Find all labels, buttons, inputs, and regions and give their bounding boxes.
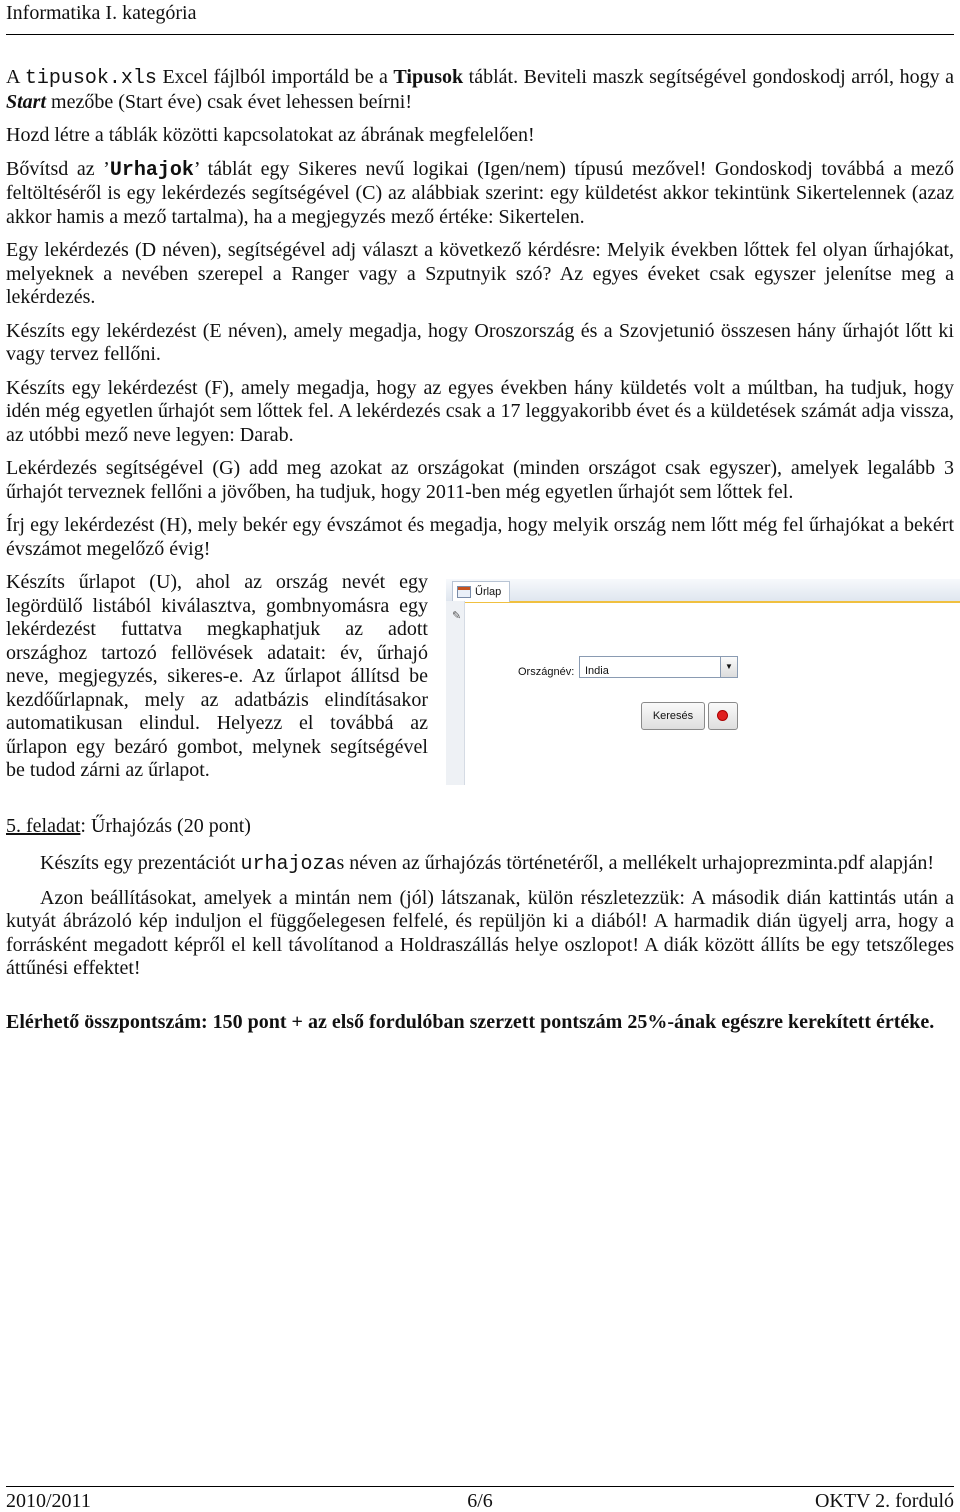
country-label: Országnév: — [518, 666, 575, 678]
form-screenshot — [446, 579, 960, 785]
chevron-down-icon[interactable]: ▼ — [720, 657, 737, 677]
paragraph-query-f: Készíts egy lekérdezést (F), amely megadja, hogy az egyes években hány küldetés volt a múltban, ha tudjuk, hogy idén még egyetlen űrhajót sem lőttek fel. A lekérdezés csak a 17 leggyakoribb évet és a küldetések számát adja vissza, az utóbbi mező neve legyen: Darab. — [6, 376, 954, 446]
footer-divider — [6, 1486, 954, 1487]
paragraph-form-u: Készíts űrlapot (U), ahol az ország nevét egy legördülő listából kiválasztva, gombnyomásra egy lekérdezést futtatva megkaphatjuk az adott országhoz tartozó fellövések adatait: év, űrhajó neve, megjegyzés, sikeres-e. Az űrlapot állítsd be kezdőűrlapnak, mely az adatbázis elindításakor automatikusan elindul. Helyezz el továbbá az űrlapon egy bezáró gombot, melynek segítségével be tudod zárni az űrlapot. — [6, 571, 428, 781]
text: Készíts egy prezentációt — [40, 852, 241, 874]
total-score-note: Elérhető összpontszám: 150 pont + az első fordulóban szerzett pontszám 25%-ának egészre kerekített értéke. — [6, 1010, 935, 1033]
pencil-icon: ✎ — [452, 610, 462, 622]
footer-page-number: 6/6 — [467, 1490, 493, 1512]
table-name-code: Urhajok — [109, 158, 194, 182]
form-tab-label: Űrlap — [475, 586, 502, 598]
text: Bővítsd az ’ — [6, 157, 110, 180]
stop-icon — [718, 711, 727, 720]
form-task-text-column — [6, 571, 428, 783]
field-name: Start — [6, 90, 47, 113]
record-selector-bar — [446, 601, 465, 785]
paragraph-query-h: Írj egy lekérdezést (H), mely bekér egy évszámot és megadja, hogy melyik ország nem lőtt még fel űrhajókat a bekért évszámot megelőző évig! — [6, 514, 954, 560]
paragraph-query-e: Készíts egy lekérdezést (E néven), amely megadja, hogy Oroszország és a Szovjetunió összesen hány űrhajót lőtt ki vagy tervez fellőni. — [6, 319, 954, 365]
filename-code: tipusok.xls — [24, 67, 157, 90]
text: Excel fájlból importáld be a — [156, 66, 394, 88]
country-combobox-value: India — [585, 665, 609, 677]
text: mezőbe (Start éve) csak évet lehessen beírni! — [46, 90, 412, 113]
paragraph-relations: Hozd létre a táblák közötti kapcsolatokat az ábrának megfelelően! — [6, 124, 535, 146]
footer-year: 2010/2011 — [6, 1490, 91, 1512]
section-number: 5. feladat — [6, 814, 81, 837]
paragraph-extend-table — [6, 158, 954, 230]
text: A — [6, 66, 25, 88]
text: ’ táblát egy Sikeres nevű logikai (Igen/nem) típusú mezővel! Gondoskodj továbbá a mező feltöltéséről is egy lekérdezés segítségével (C) az alábbiak szerint: egy küldetést akkor tekintünk Sikertelennek (azaz akkor hamis a mező tartalma), ha a megjegyzés mező értéke: Sikertelen. — [6, 157, 954, 228]
presentation-filename-code: urhajoza — [240, 853, 337, 876]
page-header-title: Informatika I. kategória — [6, 2, 197, 24]
footer-competition: OKTV 2. forduló — [814, 1490, 954, 1512]
header-divider — [6, 34, 954, 35]
form-task-block — [6, 571, 954, 783]
search-button[interactable]: Keresés — [641, 702, 705, 730]
text: táblát. Beviteli maszk segítségével gondoskodj arról, hogy a — [463, 66, 954, 88]
paragraph-presentation — [6, 852, 954, 877]
section-5-heading — [6, 815, 954, 839]
paragraph-import — [6, 66, 954, 114]
text: s néven az űrhajózás történetéről, a mellékelt urhajoprezminta.pdf alapján! — [336, 852, 934, 874]
form-icon — [457, 586, 471, 598]
country-combobox[interactable] — [579, 656, 738, 678]
page-content — [6, 66, 954, 1044]
screenshot-tab-bar — [446, 579, 960, 603]
close-form-button[interactable] — [708, 702, 738, 730]
paragraph-query-g: Lekérdezés segítségével (G) add meg azokat az országokat (minden országot csak egyszer), amelyek legalább 3 űrhajót terveznek fellőni a jövőben, ha tudjuk, hogy 2011-ben még egyetlen űrhajót sem lőttek fel. — [6, 457, 954, 503]
paragraph-presentation-settings: Azon beállításokat, amelyek a mintán nem (jól) látszanak, külön részletezzük: A második dián kattintás után a kutyát ábrázoló kép induljon el függőelegesen felfelé, és repüljön ki a diából! A harmadik dián ügyelj arra, hogy a forrásként megadott képről el kell távolítanod a Holdraszállás helye oszlopot! A diák között állíts be egy tetszőleges áttűnési effektet! — [6, 886, 954, 979]
section-title: : Űrhajózás (20 pont) — [80, 814, 251, 837]
table-name: Tipusok — [393, 66, 464, 88]
screenshot-form-tab[interactable] — [452, 581, 510, 602]
paragraph-query-d: Egy lekérdezés (D néven), segítségével adj választ a következő kérdésre: Melyik években lőttek fel olyan űrhajókat, melyeknek a nevében szerepel a Ranger vagy a Szputnyik szó? Az egyes éveket csak egyszer jelenítse meg a lekérdezés. — [6, 239, 954, 308]
